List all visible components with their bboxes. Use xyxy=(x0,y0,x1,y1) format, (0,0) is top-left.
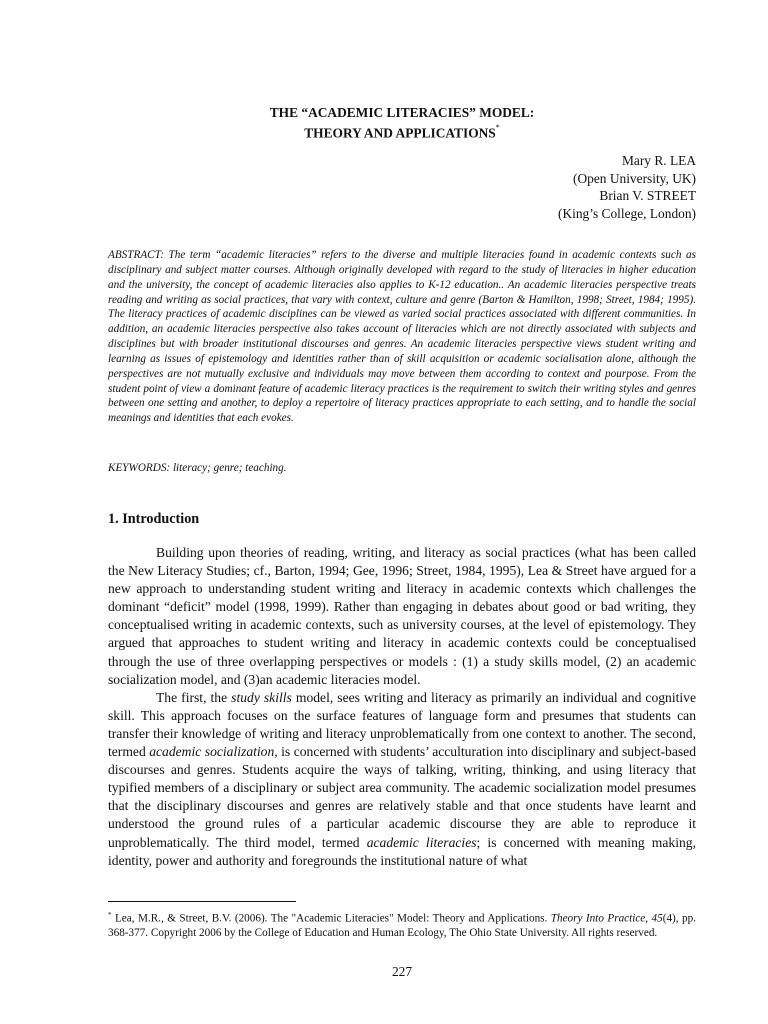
footnote-part-2: (4), pp. 368-377. Copyright 2006 by the College of Education and Human Ecology, The Ohio State University. All rights reserved. xyxy=(108,912,696,940)
title-line-2-text: THEORY AND APPLICATIONS xyxy=(304,125,496,141)
term-academic-literacies: academic literacies xyxy=(366,834,477,850)
abstract: ABSTRACT: The term “academic literacies” refers to the diverse and multiple literacies found in academic contexts such as disciplinary and subject matter courses. Although originally developed with regard to the study of literacies in higher education and the university, the concept of academic literacies also applies to K-12 education.. An academic literacies perspective treats reading and writing as social practices, that vary with context, culture and genre (Barton & Hamilton, 1998; Street, 1984; 1995). The literacy practices of academic disciplines can be viewed as varied social practices associated with different communities. In addition, an academic literacies perspective also takes account of literacies which are not directly associated with subjects and disciplines but with broader institutional discourses and genres. An academic literacies perspective views student writing and learning as issues of epistemology and identities rather than of skill acquisition or academic socialisation alone, although the perspectives are not mutually exclusive and individuals may move between them according to context and pourpose. From the student point of view a dominant feature of academic literacy practices is the requirement to switch their writing styles and genres between one setting and another, to deploy a repertoire of literacy practices appropriate to each setting, and to handle the social meanings and identities that each evokes. xyxy=(108,249,696,425)
paragraph-2-part-1: The first, the xyxy=(156,689,232,705)
page-number: 227 xyxy=(391,964,413,979)
author-2-name: Brian V. STREET xyxy=(599,188,696,203)
title-line-2 xyxy=(108,121,696,141)
section-heading: 1. Introduction xyxy=(108,511,200,527)
title-footnote-marker: * xyxy=(495,123,500,132)
footnote-part-1: Lea, M.R., & Street, B.V. (2006). The "Academic Literacies" Model: Theory and Applications. xyxy=(111,912,551,925)
footnote-separator xyxy=(108,901,296,902)
paragraph-2-part-2: model, sees writing and literacy as primarily an individual and cognitive skill. This approach focuses on the surface features of language form and presumes that students can transfer their knowledge of writing and literacy unproblematically from one context to another. The second, termed xyxy=(108,689,697,760)
author-1-affiliation: (Open University, UK) xyxy=(573,170,696,186)
author-2-affiliation: (King’s College, London) xyxy=(558,205,696,221)
paragraph-2-part-3: is concerned with students’ acculturation into disciplinary and subject-based discourses and genres. Students acquire the ways of talking, writing, thinking, and using literacy that typified members of a disciplinary or subject area community. The academic socialization model presumes that the disciplinary discourses and genres are relatively stable and that once students have learnt and understood the ground rules of a particular academic discourse they are able to reproduce it unproblematically. The third model, termed xyxy=(108,744,696,850)
term-academic-socialization: academic socialization, xyxy=(149,744,278,760)
footnote-marker: * xyxy=(108,911,112,919)
footnote xyxy=(108,908,696,941)
keywords: KEYWORDS: literacy; genre; teaching. xyxy=(108,462,287,474)
term-study-skills: study skills xyxy=(231,689,292,705)
paragraph-2-part-4: ; is concerned with meaning making, identity, power and authority and foregrounds the institutional nature of what xyxy=(108,834,696,868)
author-block xyxy=(558,152,696,222)
paper-title xyxy=(108,104,696,141)
body-text xyxy=(108,544,696,870)
paragraph-1: Building upon theories of reading, writing, and literacy as social practices (what has been called the New Literacy Studies; cf., Barton, 1994; Gee, 1996; Street, 1984, 1995), Lea & Street have argued for a new approach to understanding student writing and literacy in academic contexts which challenges the dominant “deficit” model (1998, 1999). Rather than engaging in debates about good or bad writing, they conceptualised writing in academic contexts, such as university courses, at the level of epistemology. They argued that approaches to student writing and literacy in academic contexts could be conceptualised through the use of three overlapping perspectives or models : (1) a study skills model, (2) an academic socialization model, and (3)an academic literacies model. xyxy=(108,545,696,687)
title-line-1: THE “ACADEMIC LITERACIES” MODEL: xyxy=(269,105,535,120)
footnote-journal: Theory Into Practice, 45 xyxy=(550,912,663,925)
author-1-name: Mary R. LEA xyxy=(621,153,696,168)
paragraph-2 xyxy=(108,689,696,870)
